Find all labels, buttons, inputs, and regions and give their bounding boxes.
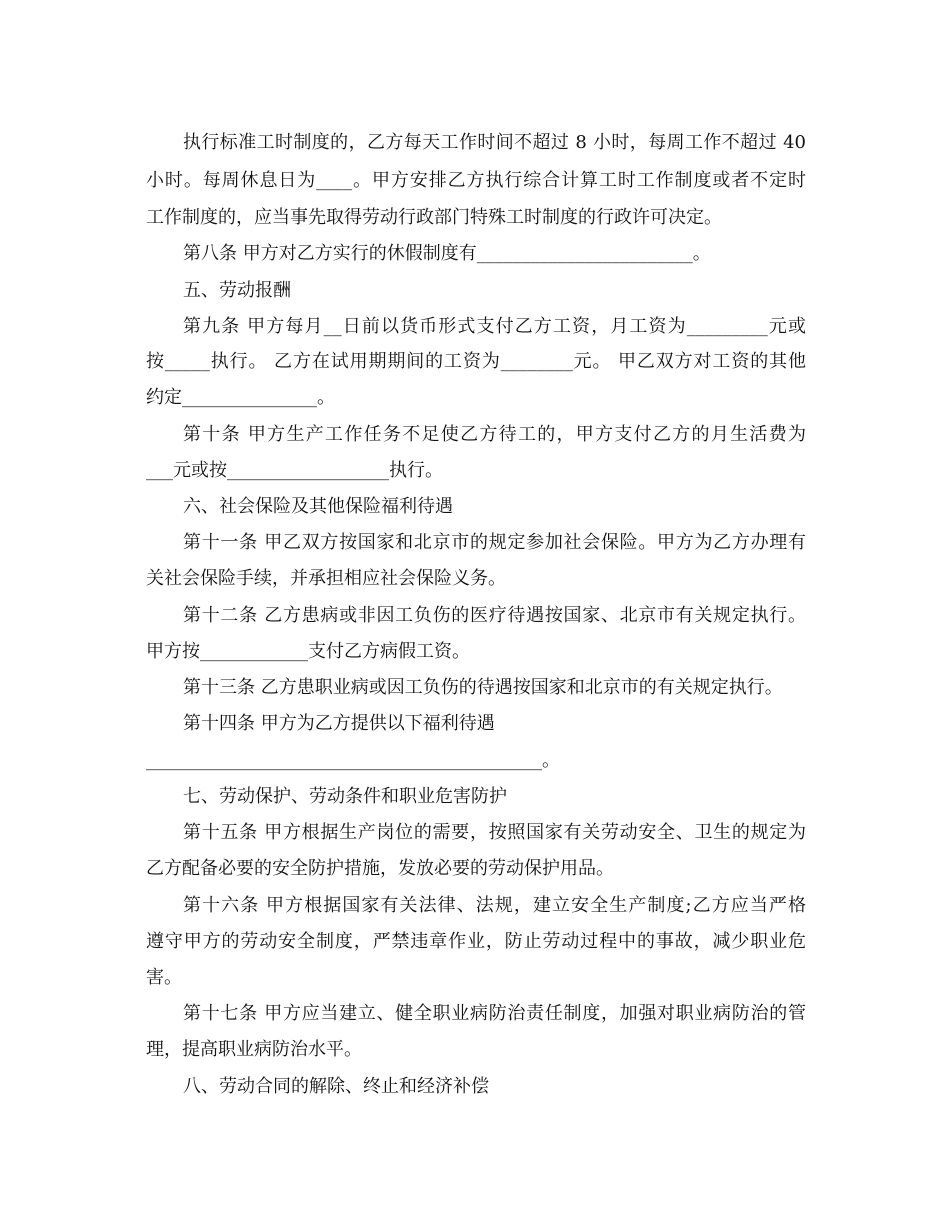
article-11-line: 第十一条 甲乙双方按国家和北京市的规定参加社会保险。甲方为乙方办理有: [183, 532, 806, 553]
paragraph-line: 小时。每周休息日为____。甲方安排乙方执行综合计算工时工作制度或者不定时: [146, 170, 806, 191]
section-heading-8: 八、劳动合同的解除、终止和经济补偿: [183, 1076, 489, 1097]
article-17-line: 理，提高职业病防治水平。: [146, 1039, 362, 1060]
article-17-line: 第十七条 甲方应当建立、健全职业病防治责任制度，加强对职业病防治的管: [183, 1003, 806, 1024]
paragraph-line: 工作制度的，应当事先取得劳动行政部门特殊工时制度的行政许可决定。: [146, 207, 722, 228]
article-16-line: 害。: [146, 967, 182, 988]
article-12-line: 甲方按____________支付乙方病假工资。: [146, 641, 470, 662]
article-16-line: 遵守甲方的劳动安全制度，严禁违章作业，防止劳动过程中的事故，减少职业危: [146, 931, 806, 952]
article-9-line: 约定_______________。: [146, 387, 335, 408]
section-heading-5: 五、劳动报酬: [183, 280, 291, 301]
paragraph-line: 执行标准工时制度的，乙方每天工作时间不超过 8 小时，每周工作不超过 40: [183, 132, 806, 153]
article-8: 第八条 甲方对乙方实行的休假制度有________________________。: [183, 243, 711, 264]
article-10-line: ___元或按__________________执行。: [146, 460, 443, 481]
section-heading-6: 六、社会保险及其他保险福利待遇: [183, 496, 453, 517]
article-16-line: 第十六条 甲方根据国家有关法律、法规，建立安全生产制度;乙方应当严格: [183, 895, 806, 916]
article-9-line: 第九条 甲方每月__日前以货币形式支付乙方工资，月工资为_________元或: [183, 316, 807, 337]
article-15-line: 乙方配备必要的安全防护措施，发放必要的劳动保护用品。: [146, 858, 614, 879]
section-heading-7: 七、劳动保护、劳动条件和职业危害防护: [183, 786, 507, 807]
article-9-line: 按_____执行。 乙方在试用期期间的工资为________元。 甲乙双方对工资的其他: [146, 351, 806, 372]
article-14: 第十四条 甲方为乙方提供以下福利待遇: [183, 713, 495, 734]
article-13: 第十三条 乙方患职业病或因工负伤的待遇按国家和北京市的有关规定执行。: [183, 677, 783, 698]
article-11-line: 关社会保险手续，并承担相应社会保险义务。: [146, 568, 506, 589]
article-15-line: 第十五条 甲方根据生产岗位的需要，按照国家有关劳动安全、卫生的规定为: [183, 822, 806, 843]
article-14-blank: ____________________________________________。: [146, 750, 560, 771]
article-12-line: 第十二条 乙方患病或非因工负伤的医疗待遇按国家、北京市有关规定执行。: [183, 605, 806, 626]
article-10-line: 第十条 甲方生产工作任务不足使乙方待工的，甲方支付乙方的月生活费为: [183, 424, 806, 445]
